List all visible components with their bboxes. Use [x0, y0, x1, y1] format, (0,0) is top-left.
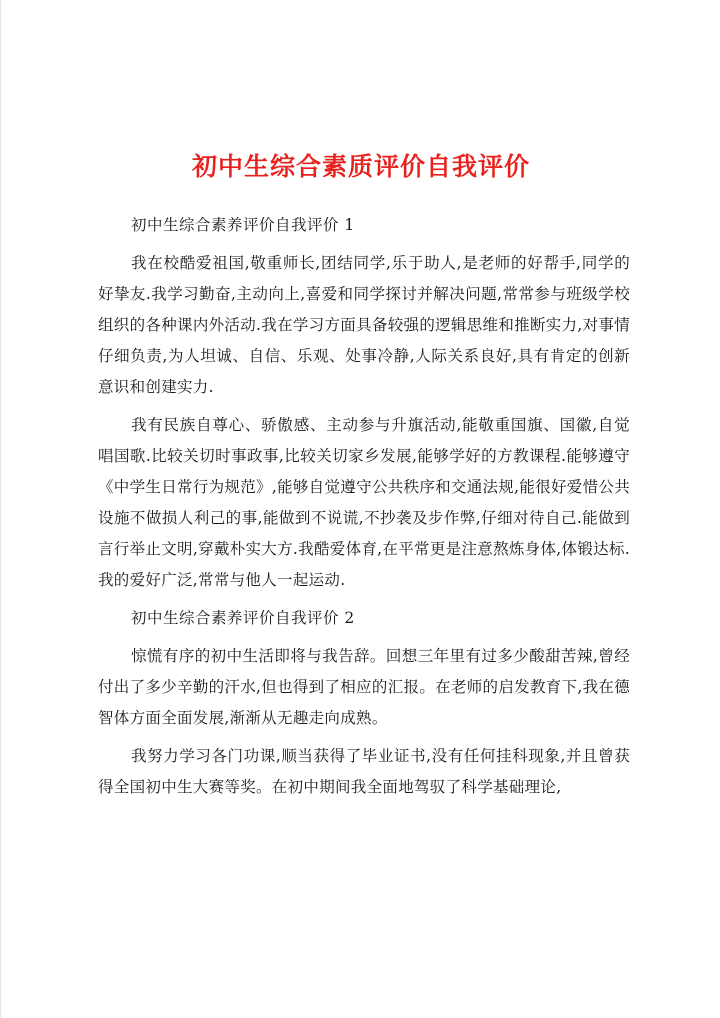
document-title: 初中生综合素质评价自我评价 — [191, 152, 530, 181]
paragraph: 我在校酷爱祖国,敬重师长,团结同学,乐于助人,是老师的好帮手,同学的好挚友.我学习勤奋,主动向上,喜爱和同学探讨并解决问题,常常参与班级学校组织的各种课内外活动.我在学习方面具备较强的逻辑思维和推断实力,对事情仔细负责,为人坦诚、自信、乐观、处事冷静,人际关系良好,具有肯定的创新意识和创建实力. — [98, 254, 630, 396]
paragraph: 惊慌有序的初中生活即将与我告辞。回想三年里有过多少酸甜苦辣,曾经付出了多少辛勤的汗水,但也得到了相应的汇报。在老师的启发教育下,我在德智体方面全面发展,渐渐从无趣走向成熟。 — [98, 647, 630, 727]
section-heading: 初中生综合素养评价自我评价 1 — [131, 216, 355, 234]
document-body — [98, 210, 630, 810]
paragraph: 我努力学习各门功课,顺当获得了毕业证书,没有任何挂科现象,并且曾获得全国初中生大赛等奖。在初中期间我全面地驾驭了科学基础理论, — [98, 747, 630, 796]
section-heading: 初中生综合素养评价自我评价 2 — [131, 609, 355, 627]
paragraph: 我有民族自尊心、骄傲感、主动参与升旗活动,能敬重国旗、国徽,自觉唱国歌.比较关切时事政事,比较关切家乡发展,能够学好的方教课程.能够遵守《中学生日常行为规范》,能够自觉遵守公共秩序和交通法规,能很好爱惜公共设施不做损人利己的事,能做到不说谎,不抄袭及步作弊,仔细对待自己.能做到言行举止文明,穿戴朴实大方.我酷爱体育,在平常更是注意熬炼身体,体锻达标.我的爱好广泛,常常与他人一起运动. — [98, 416, 630, 589]
